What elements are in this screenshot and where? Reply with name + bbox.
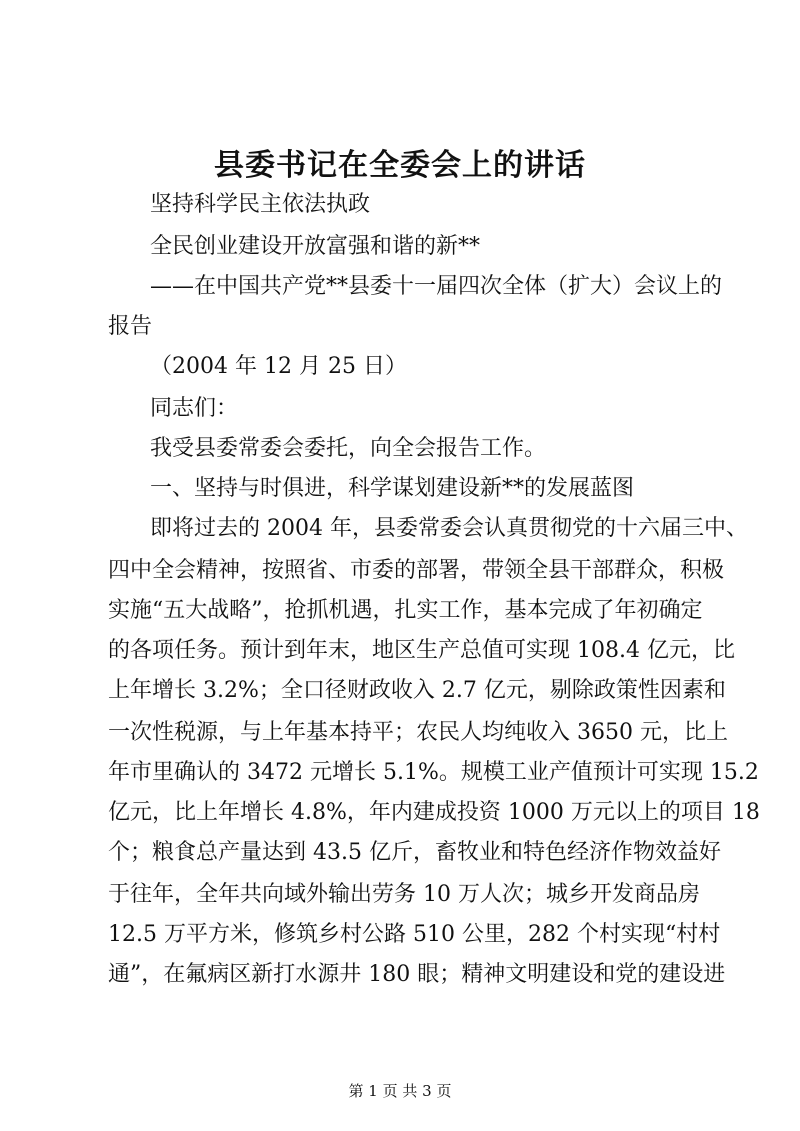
body-line: 的各项任务。预计到年末，地区生产总值可实现 108.4 亿元，比	[108, 638, 735, 663]
body-line: 于往年，全年共向域外输出劳务 10 万人次；城乡开发商品房	[108, 882, 700, 907]
subtitle-line-2: 全民创业建设开放富强和谐的新**	[150, 234, 481, 259]
document-title: 县委书记在全委会上的讲话	[214, 148, 586, 183]
page-footer: 第 1 页 共 3 页	[348, 1082, 452, 1100]
intro-line: 我受县委常委会委托，向全会报告工作。	[150, 436, 547, 461]
subtitle-line-1: 坚持科学民主依法执政	[150, 192, 371, 217]
salutation: 同志们：	[150, 396, 239, 421]
body-line: 年市里确认的 3472 元增长 5.1%。规模工业产值预计可实现 15.2	[108, 760, 759, 785]
body-line: 实施“五大战略”，抢抓机遇，扎实工作，基本完成了年初确定	[108, 598, 703, 623]
subtitle-line-3: ——在中国共产党**县委十一届四次全体（扩大）会议上的	[150, 274, 723, 299]
body-line: 个；粮食总产量达到 43.5 亿斤，畜牧业和特色经济作物效益好	[108, 840, 721, 865]
body-line: 上年增长 3.2%；全口径财政收入 2.7 亿元，剔除政策性因素和	[108, 678, 726, 703]
body-line: 通”，在氟病区新打水源井 180 眼；精神文明建设和党的建设进	[108, 962, 726, 987]
body-line: 一次性税源，与上年基本持平；农民人均纯收入 3650 元，比上	[108, 720, 728, 745]
body-line: 亿元，比上年增长 4.8%，年内建成投资 1000 万元以上的项目 18	[108, 800, 760, 825]
report-date: （2004 年 12 月 25 日）	[150, 354, 407, 379]
body-line: 四中全会精神，按照省、市委的部署，带领全县干部群众，积极	[108, 558, 725, 583]
section-heading-1: 一、坚持与时俱进，科学谋划建设新**的发展蓝图	[150, 476, 635, 501]
body-line: 12.5 万平方米，修筑乡村公路 510 公里，282 个村实现“村村	[108, 922, 721, 947]
body-line: 即将过去的 2004 年，县委常委会认真贯彻党的十六届三中、	[150, 516, 748, 541]
subtitle-line-4: 报告	[108, 314, 153, 339]
